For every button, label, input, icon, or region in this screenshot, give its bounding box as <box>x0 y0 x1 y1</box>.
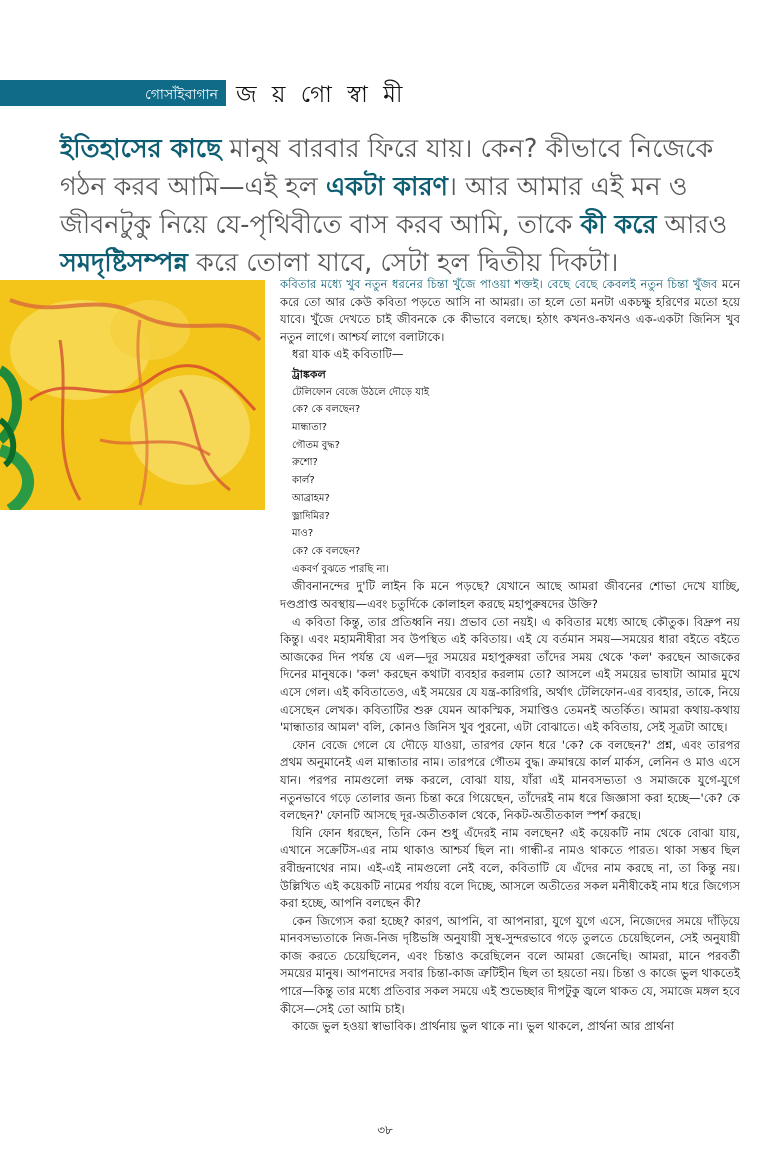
paragraph <box>280 276 740 346</box>
poem-line: কে? কে বলছেন? <box>292 546 361 557</box>
author-name: জ য় গো স্বা মী <box>236 82 407 108</box>
paragraph: এ কবিতা কিন্তু, তার প্রতিধ্বনি নয়। প্রভাব তো নয়ই। এ কবিতার মধ্যে আছে কৌতুক। বিদ্রুপ নয় কিন্তু। এবং মহামনীষীরা সব উপস্থিত এই কবিতায়। এই যে বর্তমান সময়—সময়ের ধারা বইতে বইতে আজকের দিন পর্যন্ত যে এল—দূর সময়ের মহাপুরুষরা তাঁদের সময় থেকে 'কল' করছেন আজকের দিনের মানুষকে। 'কল' করছেন কথাটা ব্যবহার করলাম তো? আসলে এই সময়ের ভাষাটা আমার মুখে এসে গেল। এই কবিতাতেও, এই সময়ের যে যন্ত্র-কারিগরি, অর্থাৎ টেলিফোন-এর ব্যবহার, তাকে, নিয়ে এসেছেন লেখক। কবিতাটির শুরু যেমন আকস্মিক, সমাপ্তিও তেমনই অতর্কিত। আমরা কথায়-কথায় 'মান্ধাতার আমল' বলি, কোনও জিনিস খুব পুরনো, এটা বোঝাতে। এই কবিতায়, সেই সূত্রটা আছে। <box>280 614 740 735</box>
paragraph: কেন জিগ্যেস করা হচ্ছে? কারণ, আপনি, বা আপনারা, যুগে যুগে এসে, নিজেদের সময়ে দাঁড়িয়ে মানবসভ্যতাকে নিজ-নিজ দৃষ্টিভঙ্গি অনুযায়ী সুস্থ-সুন্দরভাবে গড়ে তুলতে চেয়েছিলেন, সেই অনুযায়ী কাজ করতে চেয়েছিলেন, এবং চিন্তাও করেছিলেন বলে আমরা জেনেছি। আমরা, মানে পরবর্তী সময়ের মানুষ। আপনাদের সবার চিন্তা-কাজ ত্রুটিহীন ছিল তা হয়তো নয়। চিন্তা ও কাজে ভুল থাকতেই পারে—কিন্তু তার মধ্যে প্রতিবার সকল সময়ে এই শুভেচ্ছার দীপটুকু জ্বলে থাকত যে, সমাজে মঙ্গল হবে কীসে—সেই তো আমি চাই। <box>280 913 740 1016</box>
intro-paragraph <box>60 130 730 282</box>
poem-line: মাও? <box>292 528 314 540</box>
intro-text: । আর আমার এই মন ও জীবনটুকু নিয়ে যে-পৃথিবীতে বাস করব আমি, তাকে <box>60 172 688 240</box>
poem-line: একবর্ণ বুঝতে পারছি না। <box>292 563 389 575</box>
intro-text: আরও <box>656 210 728 240</box>
section-label: গোসাঁইবাগান <box>145 87 218 103</box>
poem-line: কে? কে বলছেন? <box>292 404 361 416</box>
paragraph: কাজে ভুল হওয়া স্বাভাবিক। প্রার্থনায় ভুল থাকে না। ভুল থাকলে, প্রার্থনা আর প্রার্থনা <box>292 1019 675 1034</box>
paragraph: যিনি ফোন ধরছেন, তিনি কেন শুধু এঁদেরই নাম বলছেন? এই কয়েকটি নাম থেকে বোঝা যায়, এখানে সক্রেটিস-এর নাম থাকাও আশ্চর্য ছিল না। গান্ধী-র নামও থাকতে পারত। থাকা সম্ভব ছিল রবীন্দ্রনাথের নাম। এই-এই নামগুলো নেই বলে, কবিতাটি যে এঁদের নাম করছে না, তা কিন্তু নয়। উল্লিখিত এই কয়েকটি নামের পর্যায় বলে দিচ্ছে, আসলে অতীতের সকল মনীষীকেই নাম ধরে জিগ্যেস করা হচ্ছে, আপনি বলছেন কী? <box>280 825 740 911</box>
poem-title: ট্রাঙ্ককল <box>292 367 326 381</box>
paragraph: ফোন বেজে গেলে যে দৌড়ে যাওয়া, তারপর ফোন ধরে 'কে? কে বলছেন?' প্রশ্ন, এবং তারপর প্রথম অনুমানেই এল মান্ধাতার নাম। তারপরে গৌতম বুদ্ধ। ক্রমান্বয়ে কার্ল মার্কস, লেনিন ও মাও এসে যান। পরপর নামগুলো লক্ষ করলে, বোঝা যায়, যাঁরা এই মানবসভ্যতা ও সমাজকে যুগে-যুগে নতুনভাবে গড়ে তোলার জন্য চিন্তা করে গিয়েছেন, তাঁদেরই নাম ধরে জিজ্ঞাসা করা হচ্ছে—'কে? কে বলছেন?' ফোনটি আসছে দূর-অতীতকাল থেকে, নিকট-অতীতকাল স্পর্শ করছে। <box>280 737 740 823</box>
intro-emphasis: ইতিহাসের কাছে <box>60 134 222 164</box>
intro-text: মানুষ বারবার ফিরে যায়। কেন? কীভাবে নিজেকে গঠন করব আমি—এই হল <box>60 134 714 202</box>
intro-text: করে তোলা যাবে, সেটা হল দ্বিতীয় দিকটা। <box>187 248 619 278</box>
section-band <box>0 80 226 106</box>
poem-line: আব্রাহম? <box>292 492 330 504</box>
poem <box>292 366 740 578</box>
poem-line: ভ্লাদিমির? <box>292 510 330 522</box>
poem-line: কার্ল? <box>292 475 315 487</box>
paragraph: জীবনানন্দের দু'টি লাইন কি মনে পড়ছে? যেখানে আছে আমরা জীবনের শোভা দেখে যাচ্ছি, দণ্ডপ্রাপ্ত অবস্থায়—এবং চতুর্দিকে কোলাহল করছে মহাপুরুষদের উক্তি? <box>280 579 740 611</box>
poem-line: মান্ধাতা? <box>292 422 327 434</box>
poem-line: গৌতম বুদ্ধ? <box>292 439 340 451</box>
paragraph: ধরা যাক এই কবিতাটি— <box>292 347 404 362</box>
lead-text: কবিতার মধ্যে খুব নতুন ধরনের চিন্তা খুঁজে পাওয়া শক্তই। বেছে বেছে কেবলই নতুন চিন্তা খুঁজব <box>280 277 718 291</box>
article-body <box>280 276 740 1036</box>
intro-emphasis: সমদৃষ্টিসম্পন্ন <box>60 248 188 278</box>
page-number: ৩৮ <box>377 1123 393 1137</box>
abstract-painting <box>0 280 265 510</box>
poem-line: টেলিফোন বেজে উঠলে দৌড়ে যাই <box>292 386 430 398</box>
intro-emphasis: কী করে <box>580 210 657 240</box>
poem-line: রুশো? <box>292 457 318 469</box>
intro-emphasis: একটা কারণ <box>325 172 448 202</box>
paragraph-text: মনে করে তো আর কেউ কবিতা পড়তে আসি না আমরা। তা হলে তো মনটা একচক্ষু হরিণের মতো হয়ে যাবে। খুঁজে দেখতে চাই জীবনকে কে কীভাবে বলছে। হঠাৎ কখনও-কখনও এক-একটা জিনিস খুব নতুন লাগে। আশ্চর্য লাগে বলাটাকে। <box>280 277 740 344</box>
